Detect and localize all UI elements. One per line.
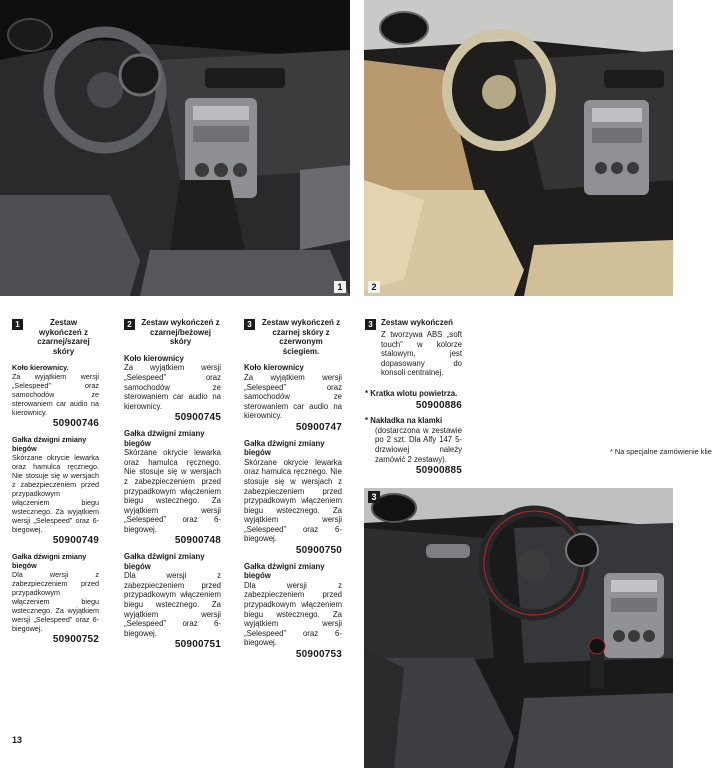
item-subtitle: * Nakładka na klamki — [365, 416, 443, 426]
part-number: 50900749 — [52, 534, 99, 546]
item-description: Za wyjątkiem wersji „Selespeed” oraz samochodów ze sterowaniem car audio na kierownicy. — [244, 372, 342, 421]
column-title: Zestaw wykończeń — [381, 318, 454, 327]
item-description: Z tworzywa ABS „soft touch” w kolorze stalowym, jest dopasowany do konsoli centralnej. — [381, 330, 462, 378]
photo-interior-red-stitching — [364, 488, 673, 768]
item-subtitle: Gałka dźwigni zmiany biegów — [124, 428, 205, 448]
photo-number-badge: 2 — [368, 281, 380, 293]
page-number: 13 — [12, 735, 23, 745]
column-abs-trim-kit — [365, 318, 462, 482]
part-number: 50900752 — [52, 633, 99, 645]
column-title: Zestaw wykończeń z czarnej/beżowej skóry — [141, 318, 220, 347]
item-subtitle: Gałka dźwigni zmiany biegów — [124, 552, 205, 571]
item-description: Skórzane okrycie lewarka oraz hamulca ręcznego. Nie stosuje się w wersjach z zabezpieczeniem przed przypadkowym włączeniem biegu wstecznego. Za wyjątkiem wersji „Selespeed” oraz 6-biegowej. — [124, 448, 221, 534]
column-heading — [365, 318, 462, 330]
part-number: 50900747 — [295, 421, 342, 433]
item-subtitle: Koło kierownicy. — [12, 363, 69, 373]
item-number-badge: 3 — [365, 319, 376, 330]
item-subtitle: * Kratka wlotu powietrza. — [365, 388, 458, 398]
item-description: Za wyjątkiem wersji „Selespeed” oraz samochodów ze sterowaniem car audio na kierownicy. — [12, 372, 99, 418]
photo-interior-black-grey — [0, 0, 350, 296]
item-subtitle: Gałka dźwigni zmiany biegów — [12, 551, 87, 570]
item-description: Za wyjątkiem wersji „Selespeed” oraz samochodów ze sterowaniem car audio na kierownicy. — [124, 363, 221, 411]
part-number: 50900746 — [52, 418, 99, 430]
item-number-badge: 1 — [12, 319, 23, 330]
part-number: 50900750 — [295, 545, 342, 557]
item-subtitle: Koło kierownicy — [124, 353, 184, 363]
part-number: 50900748 — [174, 535, 221, 547]
part-number: 50900753 — [295, 649, 342, 660]
column-black-leather-red-stitching — [244, 318, 342, 666]
photo-number-badge: 1 — [334, 281, 346, 293]
item-description: (dostarczona w zestawie po 2 szt. Dla Alfy 147 5-drzwiowej należy zamówić 2 zestawy). — [375, 425, 462, 464]
item-number-badge: 2 — [124, 319, 135, 330]
column-heading — [244, 318, 342, 356]
item-subtitle: Gałka dźwigni zmiany biegów — [244, 438, 325, 458]
footnote: * Na specjalne zamówienie klie — [610, 447, 712, 456]
part-number: 50900751 — [174, 639, 221, 651]
item-number-badge: 3 — [244, 319, 255, 330]
photo-number-badge: 3 — [368, 491, 380, 503]
column-black-beige-leather — [124, 318, 221, 656]
item-subtitle: Koło kierownicy — [244, 363, 304, 373]
item-subtitle: Gałka dźwigni zmiany biegów — [12, 434, 87, 453]
part-number: 50900885 — [415, 465, 462, 477]
column-heading — [124, 318, 221, 347]
part-number: 50900745 — [174, 412, 221, 424]
part-number: 50900886 — [415, 399, 462, 411]
item-description: Dla wersji z zabezpieczeniem przed przypadkowym włączeniem biegu wstecznego. Za wyjątkiem wersji „Selespeed” oraz 6-biegowej. — [12, 569, 99, 633]
item-description: Skórzane okrycie lewarka oraz hamulca ręcznego. Nie stosuje się w wersjach z zabezpieczeniem przed przypadkowym włączeniem biegu wstecznego. Za wyjątkiem wersji „Selespeed” oraz 6-biegowej. — [244, 457, 342, 544]
item-description: Skórzane okrycie lewarka oraz hamulca ręcznego. Nie stosuje się w wersjach z zabezpieczeniem przed przypadkowym włączeniem biegu wstecznego. Za wyjątkiem wersji „Selespeed” oraz 6-biegowej. — [12, 452, 99, 534]
item-subtitle: Gałka dźwigni zmiany biegów — [244, 561, 325, 581]
column-title: Zestaw wykończeń z czarnej skóry z czerwonym ściegiem. — [261, 318, 341, 356]
column-heading — [12, 318, 99, 356]
item-description: Dla wersji z zabezpieczeniem przed przypadkowym włączeniem biegu wstecznego. Za wyjątkiem wersji „Selespeed” oraz 6-biegowej. — [244, 580, 342, 648]
column-title: Zestaw wykończeń z czarnej/szarej skóry — [37, 318, 90, 356]
column-black-grey-leather — [12, 318, 99, 650]
item-description: Dla wersji z zabezpieczeniem przed przypadkowym włączeniem biegu wstecznego. Za wyjątkiem wersji „Selespeed” oraz 6-biegowej. — [124, 571, 221, 638]
photo-interior-black-beige — [364, 0, 673, 296]
